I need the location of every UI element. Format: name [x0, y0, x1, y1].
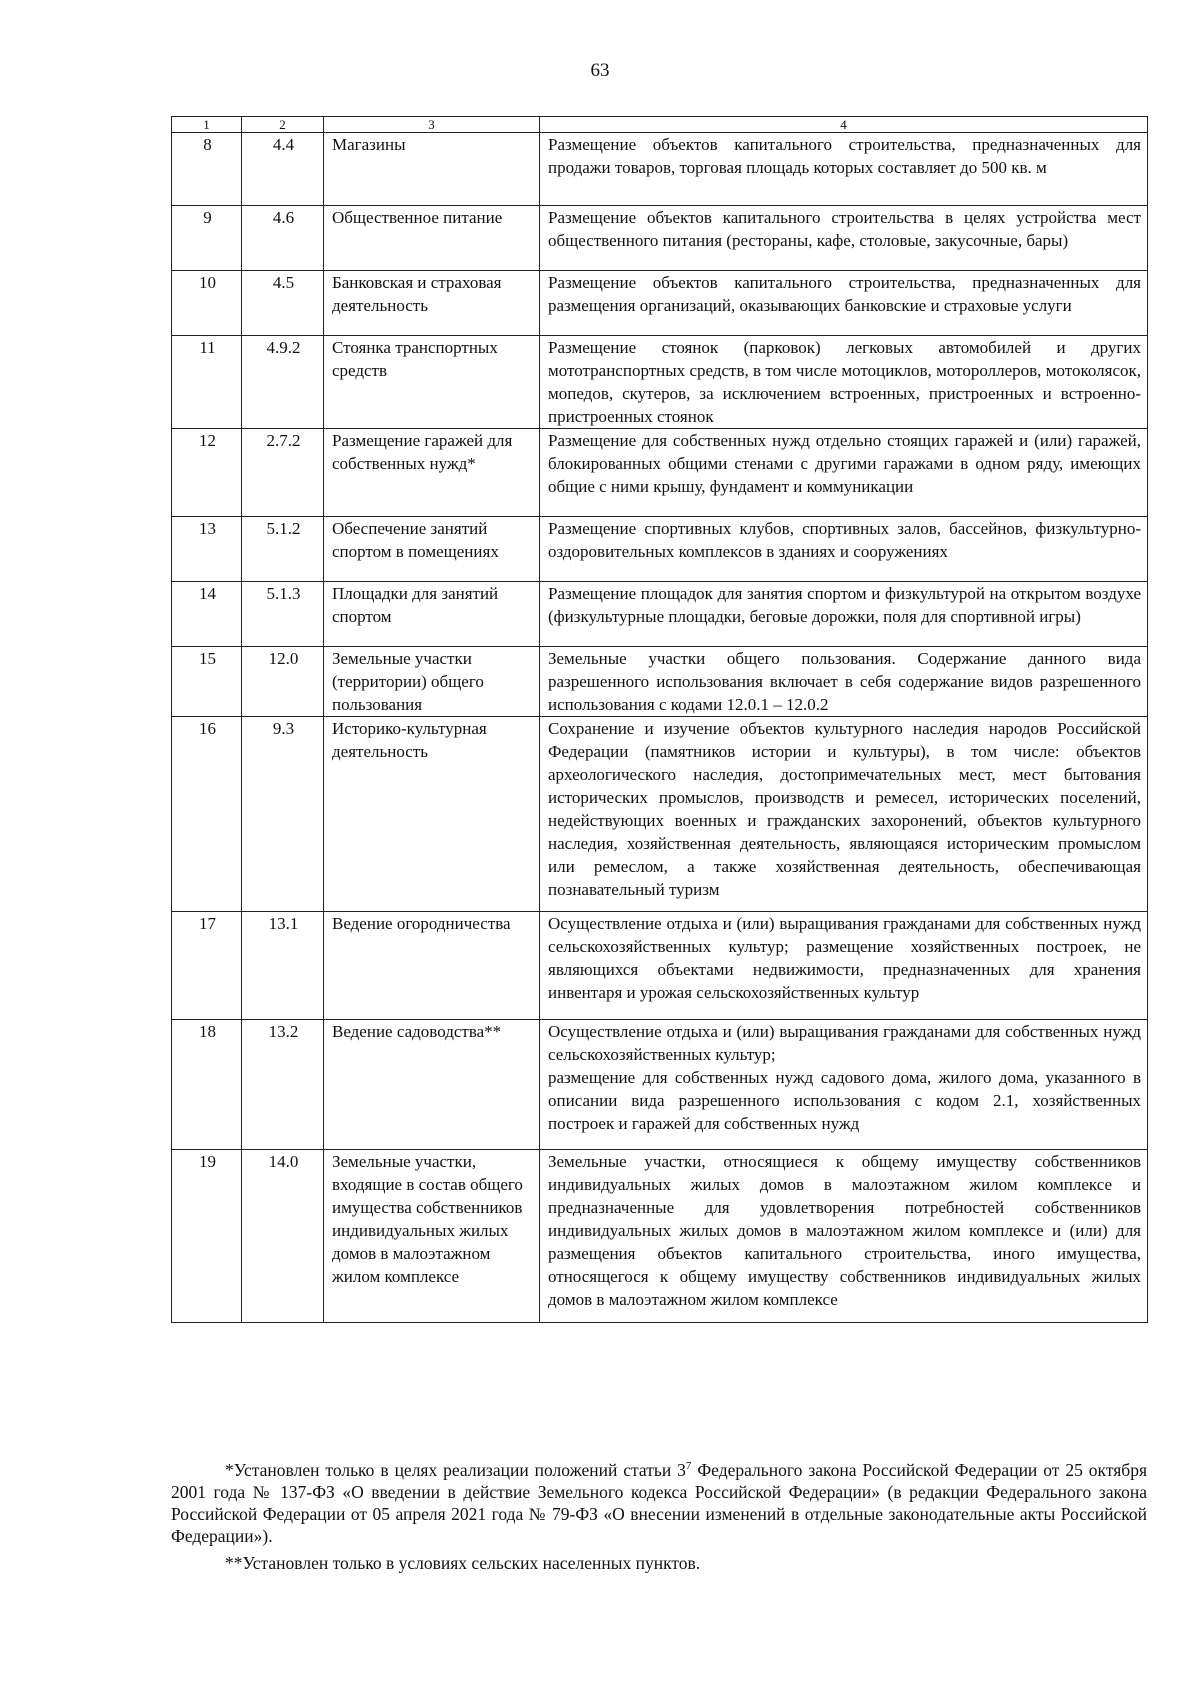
- row-description: [540, 517, 1148, 582]
- row-code: 4.5: [242, 271, 324, 336]
- row-description: [540, 717, 1148, 912]
- row-name: Обеспечение занятий спортом в помещениях: [324, 517, 540, 582]
- row-number: 19: [172, 1150, 242, 1323]
- table-header-row: [172, 117, 1148, 133]
- table-row: [172, 271, 1148, 336]
- table-row: [172, 1020, 1148, 1150]
- table-row: [172, 647, 1148, 717]
- row-name: Ведение огородничества: [324, 912, 540, 1020]
- row-description: [540, 271, 1148, 336]
- row-number: 14: [172, 582, 242, 647]
- footnote-1-text-b: Федерального закона Российской Федерации от 25 октября 2001 года № 137-ФЗ «О введении в действие Земельного кодекса Российской Федерации» (в редакции Федерального закона Российской Федерации от 05 апреля 2021 года № 79-ФЗ «О внесении изменений в отдельные законодательные акты Российской Федерации»).: [171, 1459, 1147, 1546]
- row-description-text: Сохранение и изучение объектов культурного наследия народов Российской Федерации (памятников истории и культуры), в том числе: объектов археологического наследия, достопримечательных мест, мест бытования исторических промыслов, производств и ремесел, исторических поселений, недействующих военных и гражданских захоронений, объектов культурного наследия, хозяйственная деятельность, являющаяся историческим промыслом или ремеслом, а также хозяйственная деятельность, обеспечивающая познавательный туризм: [548, 719, 1141, 899]
- row-description: [540, 582, 1148, 647]
- row-description-text: Размещение объектов капитального строительства в целях устройства мест общественного питания (рестораны, кафе, столовые, закусочные, бары): [548, 208, 1141, 250]
- row-description-text: Размещение для собственных нужд отдельно стоящих гаражей и (или) гаражей, блокированных общими стенами с другими гаражами в одном ряду, имеющих общие с ними крышу, фундамент и коммуникации: [548, 431, 1141, 496]
- table-row: [172, 717, 1148, 912]
- row-description-text: Размещение стоянок (парковок) легковых автомобилей и других мототранспортных средств, в том числе мотоциклов, мотороллеров, мотоколясок, мопедов, скутеров, за исключением встроенных, пристроенных и встроенно-пристроенных стоянок: [548, 338, 1141, 426]
- row-number: 12: [172, 429, 242, 517]
- header-cell-1: 1: [172, 117, 242, 133]
- row-number: 18: [172, 1020, 242, 1150]
- table-row: [172, 912, 1148, 1020]
- row-description-text: Размещение объектов капитального строительства, предназначенных для размещения организаций, оказывающих банковские и страховые услуги: [548, 273, 1141, 315]
- row-name: Стоянка транспортных средств: [324, 336, 540, 429]
- row-number: 15: [172, 647, 242, 717]
- row-code: 5.1.2: [242, 517, 324, 582]
- row-description-text: Размещение спортивных клубов, спортивных залов, бассейнов, физкультурно-оздоровительных комплексов в зданиях и сооружениях: [548, 519, 1141, 561]
- row-description-text: Размещение объектов капитального строительства, предназначенных для продажи товаров, торговая площадь которых составляет до 500 кв. м: [548, 135, 1141, 177]
- row-code: 4.9.2: [242, 336, 324, 429]
- footnote-2: **Установлен только в условиях сельских населенных пунктов.: [225, 1552, 701, 1573]
- row-code: 12.0: [242, 647, 324, 717]
- row-name: Размещение гаражей для собственных нужд*: [324, 429, 540, 517]
- row-description: [540, 1150, 1148, 1323]
- row-name: Площадки для занятий спортом: [324, 582, 540, 647]
- row-description-text: Размещение площадок для занятия спортом и физкультурой на открытом воздухе (физкультурные площадки, беговые дорожки, поля для спортивной игры): [548, 584, 1141, 626]
- row-description: [540, 336, 1148, 429]
- row-name: Ведение садоводства**: [324, 1020, 540, 1150]
- table-row: [172, 582, 1148, 647]
- row-code: 13.1: [242, 912, 324, 1020]
- row-description: [540, 647, 1148, 717]
- row-description: [540, 1020, 1148, 1150]
- row-description: [540, 206, 1148, 271]
- table-row: [172, 133, 1148, 206]
- row-name: Земельные участки, входящие в состав общего имущества собственников индивидуальных жилых домов в малоэтажном жилом комплексе: [324, 1150, 540, 1323]
- row-number: 17: [172, 912, 242, 1020]
- footnote-1-text-a: *Установлен только в целях реализации положений статьи 3: [225, 1459, 686, 1480]
- header-cell-4: 4: [540, 117, 1148, 133]
- row-description: [540, 133, 1148, 206]
- table-row: [172, 336, 1148, 429]
- footnote-1: [171, 1455, 1147, 1547]
- row-code: 5.1.3: [242, 582, 324, 647]
- footnotes: [171, 1455, 1147, 1574]
- row-code: 4.4: [242, 133, 324, 206]
- row-description-text: Земельные участки, относящиеся к общему имуществу собственников индивидуальных жилых домов в малоэтажном жилом комплексе и предназначенные для удовлетворения потребностей собственников индивидуальных жилых домов в малоэтажном жилом комплексе и (или) для размещения объектов капитального строительства, иного имущества, относящегося к общему имуществу собственников индивидуальных жилых домов в малоэтажном жилом комплексе: [548, 1152, 1141, 1309]
- row-description: [540, 912, 1148, 1020]
- row-code: 9.3: [242, 717, 324, 912]
- row-number: 11: [172, 336, 242, 429]
- footnote-1-superscript: 7: [685, 1460, 692, 1472]
- row-code: 2.7.2: [242, 429, 324, 517]
- table-row: [172, 206, 1148, 271]
- page-number: 63: [590, 60, 610, 81]
- table-row: [172, 429, 1148, 517]
- row-name: Банковская и страховая деятельность: [324, 271, 540, 336]
- row-number: 10: [172, 271, 242, 336]
- row-name: Земельные участки (территории) общего пользования: [324, 647, 540, 717]
- table-row: [172, 517, 1148, 582]
- header-cell-3: 3: [324, 117, 540, 133]
- row-number: 8: [172, 133, 242, 206]
- row-number: 16: [172, 717, 242, 912]
- row-description: [540, 429, 1148, 517]
- row-description-text: Осуществление отдыха и (или) выращивания гражданами для собственных нужд сельскохозяйственных культур; размещение хозяйственных построек, не являющихся объектами недвижимости, предназначенных для хранения инвентаря и урожая сельскохозяйственных культур: [548, 914, 1141, 1002]
- row-description-text: Осуществление отдыха и (или) выращивания гражданами для собственных нужд сельскохозяйственных культур;: [548, 1022, 1141, 1064]
- row-name: Магазины: [324, 133, 540, 206]
- row-code: 14.0: [242, 1150, 324, 1323]
- land-use-table: [171, 116, 1148, 1323]
- row-name: Историко-культурная деятельность: [324, 717, 540, 912]
- row-description-text-continued: размещение для собственных нужд садового дома, жилого дома, указанного в описании вида разрешенного использования с кодом 2.1, хозяйственных построек и гаражей для собственных нужд: [548, 1068, 1141, 1133]
- row-code: 13.2: [242, 1020, 324, 1150]
- header-cell-2: 2: [242, 117, 324, 133]
- row-number: 9: [172, 206, 242, 271]
- row-number: 13: [172, 517, 242, 582]
- row-description-text: Земельные участки общего пользования. Содержание данного вида разрешенного использования включает в себя содержание видов разрешенного использования с кодами 12.0.1 – 12.0.2: [548, 649, 1141, 714]
- row-name: Общественное питание: [324, 206, 540, 271]
- table-row: [172, 1150, 1148, 1323]
- row-code: 4.6: [242, 206, 324, 271]
